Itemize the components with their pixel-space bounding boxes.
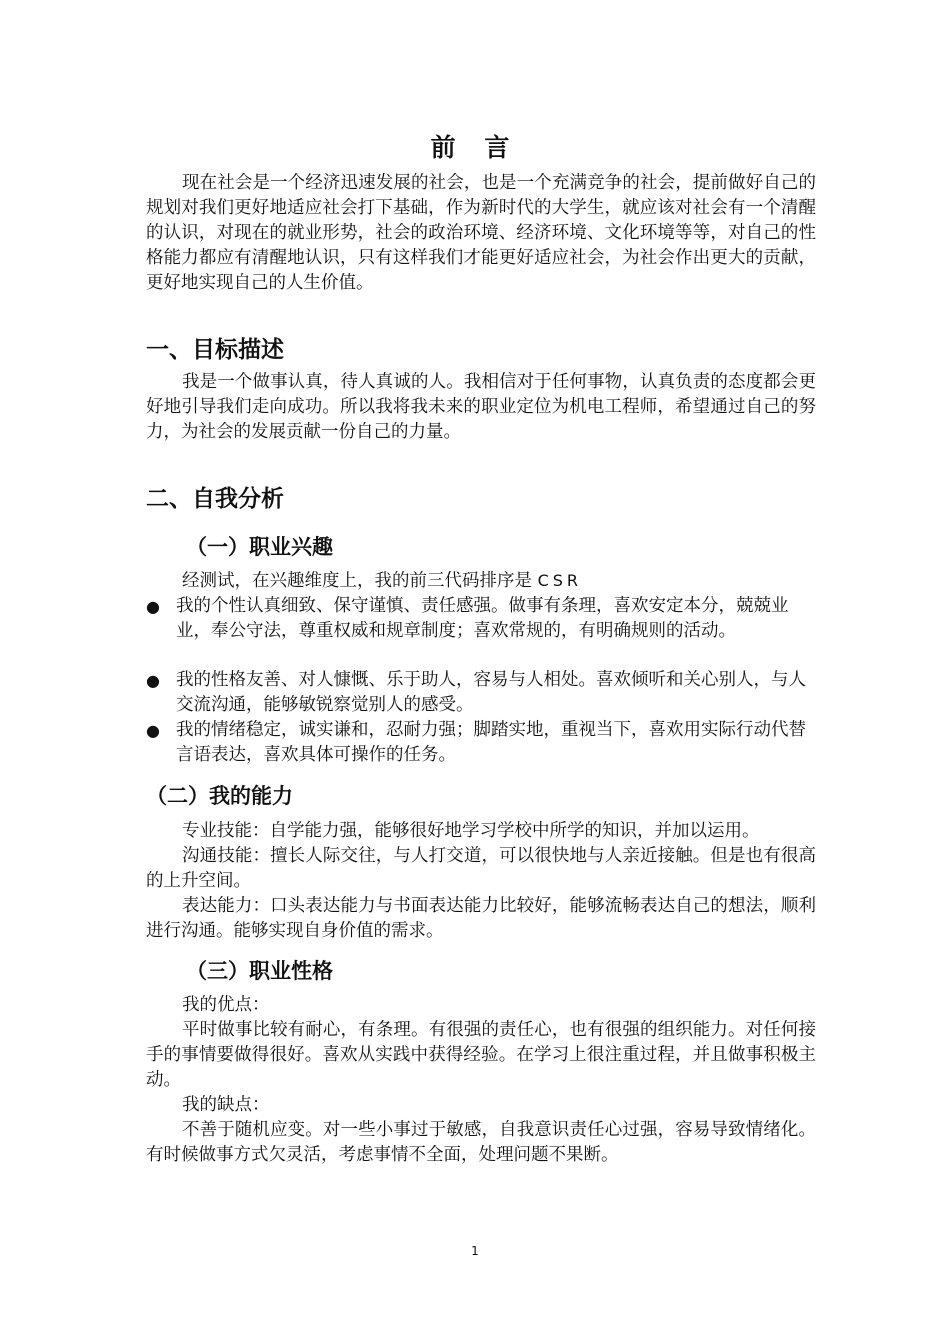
strengths-label: 我的优点： [182,995,270,1015]
page-title: 前 言 [430,133,520,162]
ability-professional: 专业技能：自学能力强，能够很好地学习学校中所学的知识，并加以运用。 [182,821,760,841]
bullet-dot-icon: ● [146,671,160,690]
section-heading-goal: 一、目标描述 [146,337,284,363]
subheading-personality: （三）职业性格 [186,959,333,983]
subheading-ability: （二）我的能力 [146,784,293,808]
ability-expression: 表达能力：口头表达能力与书面表达能力比较好，能够流畅表达自己的想法，顺利进行沟通。能够实现自身价值的需求。 [146,896,816,941]
page-number: 1 [471,1244,479,1258]
list-item-text: 我的性格友善、对人慷慨、乐于助人，容易与人相处。喜欢倾听和关心别人，与人交流沟通，能够敏锐察觉别人的感受。 [176,670,806,715]
interest-code: CSR [537,571,583,590]
section-heading-self-analysis: 二、自我分析 [146,486,284,512]
list-item-text: 我的情绪稳定，诚实谦和，忍耐力强；脚踏实地，重视当下，喜欢用实际行动代替言语表达，喜欢具体可操作的任务。 [176,720,806,765]
list-item [146,718,816,768]
subheading-interest: （一）职业兴趣 [186,535,333,559]
bullet-dot-icon: ● [146,721,160,740]
list-item [146,594,816,644]
interest-intro-text: 经测试，在兴趣维度上，我的前三代码排序是 [182,571,532,591]
list-item [146,668,816,718]
list-item-text: 我的个性认真细致、保守谨慎、责任感强。做事有条理，喜欢安定本分，兢兢业业，奉公守法，尊重权威和规章制度；喜欢常规的，有明确规则的活动。 [176,596,789,641]
weaknesses-paragraph: 不善于随机应变。对一些小事过于敏感，自我意识责任心过强，容易导致情绪化。有时候做事方式欠灵活，考虑事情不全面，处理问题不果断。 [146,1120,816,1165]
strengths-paragraph: 平时做事比较有耐心，有条理。有很强的责任心，也有很强的组织能力。对任何接手的事情要做得很好。喜欢从实践中获得经验。在学习上很注重过程，并且做事积极主动。 [146,1020,816,1090]
weaknesses-label: 我的缺点： [182,1095,270,1115]
interest-intro [182,568,822,594]
bullet-dot-icon: ● [146,597,160,616]
preface-paragraph: 现在社会是一个经济迅速发展的社会，也是一个充满竞争的社会，提前做好自己的规划对我们更好地适应社会打下基础，作为新时代的大学生，就应该对社会有一个清醒的认识，对现在的就业形势，社会的政治环境、经济环境、文化环境等等，对自己的性格能力都应有清醒地认识，只有这样我们才能更好适应社会，为社会作出更大的贡献，更好地实现自己的人生价值。 [146,173,816,293]
goal-paragraph: 我是一个做事认真，待人真诚的人。我相信对于任何事物，认真负责的态度都会更好地引导我们走向成功。所以我将我未来的职业定位为机电工程师，希望通过自己的努力，为社会的发展贡献一份自己的力量。 [146,372,816,442]
ability-communication: 沟通技能：擅长人际交往，与人打交道，可以很快地与人亲近接触。但是也有很高的上升空间。 [146,846,816,891]
